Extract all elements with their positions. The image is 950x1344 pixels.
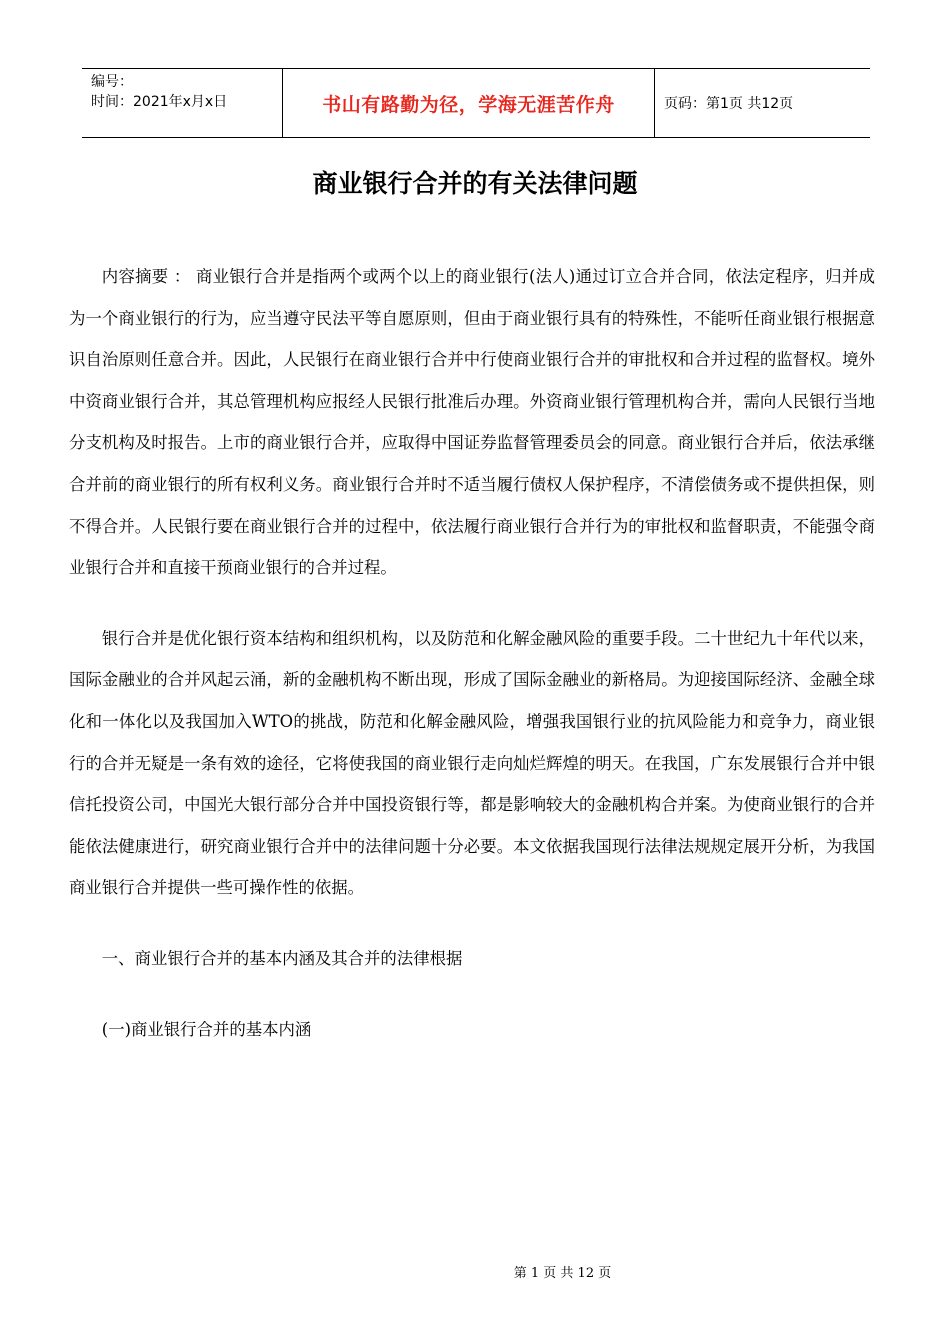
header-motto-cell — [283, 69, 655, 137]
abstract-paragraph: 内容摘要 ： 商业银行合并是指两个或两个以上的商业银行(法人)通过订立合并合同，依法定程序，归并成为一个商业银行的行为，应当遵守民法平等自愿原则，但由于商业银行具有的特殊性，不能听任商业银行根据意识自治原则任意合并。因此，人民银行在商业银行合并中行使商业银行合并的审批权和合并过程的监督权。境外中资商业银行合并，其总管理机构应报经人民银行批准后办理。外资商业银行管理机构合并，需向人民银行当地分支机构及时报告。上市的商业银行合并，应取得中国证券监督管理委员会的同意。商业银行合并后，依法承继合并前的商业银行的所有权利义务。商业银行合并时不适当履行债权人保护程序，不清偿债务或不提供担保，则不得合并。人民银行要在商业银行合并的过程中，依法履行商业银行合并行为的审批权和监督职责，不能强令商业银行合并和直接干预商业银行的合并过程。 — [69, 267, 875, 578]
date-label: 时间：2021年x月x日 — [91, 94, 228, 110]
footer-page-number: 第 1 页 共 12 页 — [513, 1266, 612, 1281]
number-label: 编号： — [91, 74, 133, 90]
document-body — [69, 256, 875, 1079]
subsection-heading: (一)商业银行合并的基本内涵 — [101, 1019, 312, 1039]
page-info: 页码：第1页 共12页 — [664, 96, 794, 112]
header-meta-cell — [82, 69, 283, 137]
section-heading: 一、商业银行合并的基本内涵及其合并的法律根据 — [101, 948, 463, 968]
header-page-cell — [655, 69, 870, 137]
document-title: 商业银行合并的有关法律问题 — [312, 169, 638, 198]
motto-text: 书山有路勤为径，学海无涯苦作舟 — [322, 93, 615, 116]
header-table — [82, 68, 870, 138]
intro-paragraph: 银行合并是优化银行资本结构和组织机构，以及防范和化解金融风险的重要手段。二十世纪九十年代以来，国际金融业的合并风起云涌，新的金融机构不断出现，形成了国际金融业的新格局。为迎接国际经济、金融全球化和一体化以及我国加入WTO的挑战，防范和化解金融风险，增强我国银行业的抗风险能力和竞争力，商业银行的合并无疑是一条有效的途径，它将使我国的商业银行走向灿烂辉煌的明天。在我国，广东发展银行合并中银信托投资公司，中国光大银行部分合并中国投资银行等，都是影响较大的金融机构合并案。为使商业银行的合并能依法健康进行，研究商业银行合并中的法律问题十分必要。本文依据我国现行法律法规规定展开分析，为我国商业银行合并提供一些可操作性的依据。 — [69, 628, 875, 898]
page-footer — [0, 1262, 950, 1281]
